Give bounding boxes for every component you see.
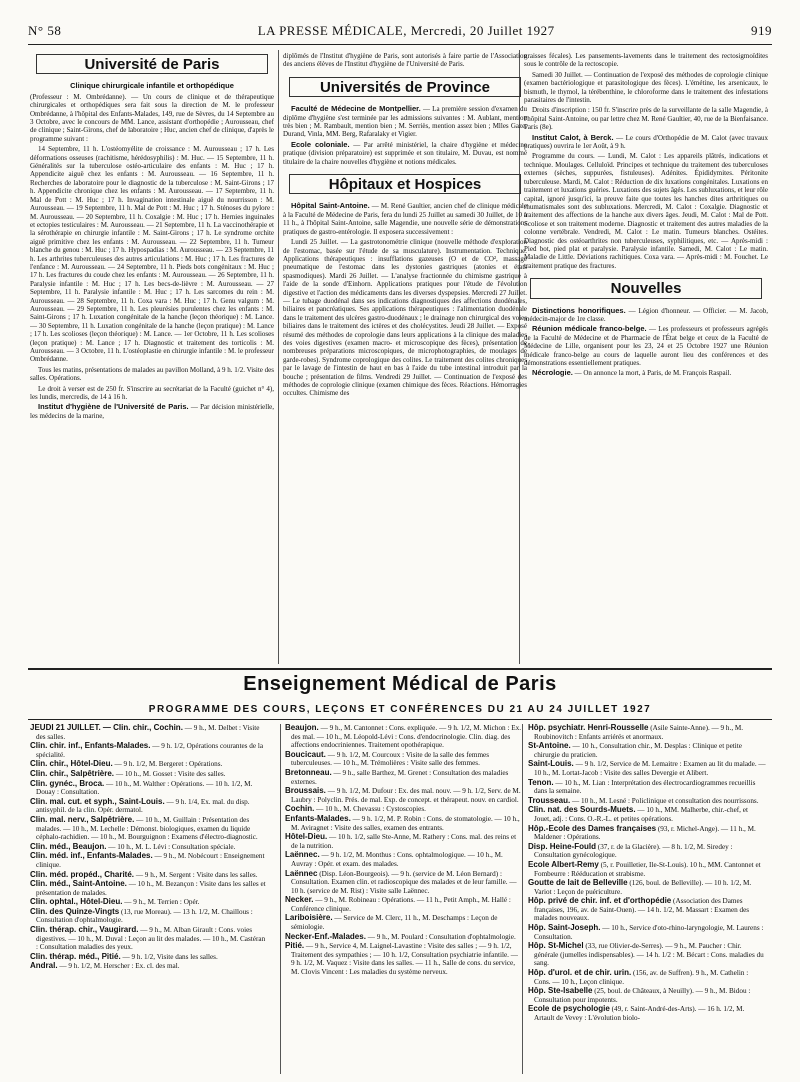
course-location: Andral. bbox=[30, 961, 58, 971]
course-details: (33, rue Olivier-de-Serres). — 9 h., M. Paucher : Chir. générale (jumelles indispensables). — 14 h. 1/2 : M. Bécart : Cons. maladies du sang. bbox=[534, 942, 764, 968]
course-details: — 10 h., M. Walther : Opérations. — 10 h. 1/2, M. Douay : Consultation. bbox=[36, 779, 253, 797]
journal-title: LA PRESSE MÉDICALE, Mercredi, 20 Juillet 1927 bbox=[257, 23, 555, 38]
course-entry bbox=[285, 805, 523, 814]
ecole-coloniale-text: — Par arrêté ministériel, la chaire d'hygiène et médecine pratique (division préparatoire) est supprimée et son titulaire, M. Duvau, est nommé titulaire de la chaire nouvelles d'hygiène et notions médicales. bbox=[283, 140, 527, 166]
course-entry bbox=[30, 843, 268, 852]
course-entry bbox=[528, 861, 766, 878]
course-details: (Asile Sainte-Anne). — 9 h., M. Roubinovitch : Enfants arriérés et anormaux. bbox=[534, 724, 744, 741]
course-details: — 10 h., M. Lian : Interprétation des électrocardiogrammes recueillis dans la semaine. bbox=[534, 778, 756, 796]
section-rule bbox=[28, 668, 772, 670]
course-details: — 9 h., Service 4, M. Laignel-Lavastine : Visite des salles ; — 9 h. 1/2, Traitement des sympathies ; — 10 h. 1/2, Consultation psychiatrie infantile. — 9 h. 1/2, M. Vaquez : Visite dans les salles. — 11 h., Salle de cons. du service, M. Clovis Vincent : Les maladies du système nerveux. bbox=[291, 942, 518, 977]
saint-antoine-text: — M. René Gaultier, ancien chef de clinique médicale à la Faculté de Médecine de Paris, fera du lundi 25 Juillet au samedi 30 Juillet, de 10 à 11 h., à l'hôpital Saint-Antoine, salle Magendie, une nouvelle série de démonstrations pratiques de gastro-entérologie. Il exposera successivement : bbox=[283, 202, 527, 236]
subtitle-rule bbox=[28, 719, 772, 720]
course-location: Broussais. bbox=[285, 786, 326, 796]
droits-inscription: Droits d'inscription : 150 fr. S'inscrire près de la surveillante de la salle Magendie, à l'hôpital Saint-Antoine, ou par lettre chez M. René Gaultier, 40, rue de la Bienfaisance. Paris (8e). bbox=[524, 106, 768, 132]
column-divider bbox=[280, 724, 281, 1074]
course-location: St-Antoine. bbox=[528, 741, 571, 751]
course-location: Clin. thérap. méd., Pitié. bbox=[30, 951, 121, 961]
course-details: — 9 h. 1/2, M. Courcoux : Visite de la salle des femmes tuberculeuses. — 10 h., M. Trémolières : Visite salle des femmes. bbox=[291, 750, 490, 768]
course-entry bbox=[528, 1005, 766, 1022]
course-details: — 9 h. 1/2, M. Monthus : Cons. ophtalmologique. — 10 h., M. Auvray : Opér. et exam. des malades. bbox=[291, 851, 503, 868]
course-details: — 9 h., M. Terrien : Opér. bbox=[122, 898, 200, 907]
course-entry bbox=[285, 751, 523, 768]
distinctions-text: — Légion d'honneur. — Officier. — M. Jacob, médecin-major de 1re classe. bbox=[524, 306, 768, 323]
ecole-coloniale-title: Ecole coloniale. bbox=[291, 139, 350, 149]
course-details: — 10 h., M. Bezançon : Visite dans les salles et présentation de malades. bbox=[36, 880, 266, 897]
course-location: Clin. des Quinze-Vingts bbox=[30, 906, 120, 916]
course-details: — 10 h., M. Gosset : Visite des salles. bbox=[114, 769, 226, 778]
course-location: Trousseau. bbox=[528, 795, 571, 805]
course-details: (13, rue Moreau). — 13 h. 1/2, M. Chaillous : Consultation d'ophtalmologie. bbox=[36, 907, 253, 925]
course-location: Clin. ophtal., Hôtel-Dieu. bbox=[30, 897, 123, 907]
course-entry bbox=[528, 760, 766, 777]
distinctions-title: Distinctions honorifiques. bbox=[532, 305, 626, 315]
course-details: — 10 h., M. Guillain : Présentation des malades. — 10 h., M. Lechelle : Démonst. biologiques, examen du liquide céphalo-rachidien. — 10 h., M. Bourguignon : Examens d'électro-diagnostic. bbox=[36, 815, 258, 842]
course-location: Necker-Enf.-Malades. bbox=[285, 931, 366, 941]
course-location: Hôp. d'urol. et de chir. urin. bbox=[528, 968, 632, 978]
course-location: Beaujon. bbox=[285, 724, 319, 732]
course-details: (156, av. de Suffren). 9 h., M. Cathelin : Cons. — 10 h., Leçon clinique. bbox=[534, 969, 749, 986]
course-location: Clin. méd., Saint-Antoine. bbox=[30, 879, 127, 889]
course-entry bbox=[285, 769, 523, 786]
course-entry bbox=[30, 742, 268, 759]
course-location: Clin. gynéc., Broca. bbox=[30, 778, 105, 788]
course-location: Clin. chir., Salpêtrière. bbox=[30, 768, 115, 778]
column-divider bbox=[278, 50, 279, 664]
course-details: — 9 h., M. Nobécourt : Enseignement clinique. bbox=[36, 852, 265, 869]
enseignement-title: Enseignement Médical de Paris bbox=[243, 673, 557, 695]
course-entry bbox=[30, 798, 268, 815]
course-entry bbox=[30, 871, 268, 880]
clinique-program: 14 Septembre, 11 h. L'ostéomyélite de croissance : M. Aurousseau ; 17 h. Les déformations osseuses (rachitisme, hérédosyphilis) : M. Huc. — 15 Septembre, 11 h. Généralités sur la tuberculose ostéo-articulaire des enfants : M. Huc ; 17 h. Appendicite aiguë chez les enfants : M. Aurousseau. — 16 Septembre, 11 h. Recherches de laboratoire pour le diagnostic de la tuberculose : M. Saint-Girons ; 17 h. Appendicite chronique chez les enfants : M. Aurousseau. — 17 Septembre, 11 h. Mal de Pott : M. Huc ; 17 h. Invagination intestinale aiguë du nourrisson : M. Aurousseau. — 19 Septembre, 11 h. Mal de Pott : M. Huc ; 17 h. Sténoses du pylore : M. Aurousseau. — 20 Septembre, 11 h. Coxalgie : M. Huc ; 17 h. Hernies inguinales et ectopies testiculaires : M. Aurousseau. — 21 Septembre, 11 h. La vaccinothérapie et la sérothérapie en chirurgie infantile : M. Saint-Girons ; 17 h. Le syndrome orchite aiguë primitive chez les enfants : M. Aurousseau. — 22 Septembre, 11 h. Tumeur blanche du genou : M. Huc ; 17 h. Hypospadias : M. Aurousseau. — 23 Septembre, 11 h. Les arthrites tuberculeuses des autres articulations : M. Huc ; 17 h. Les fractures de l'enfance : M. Aurousseau. — 24 Septembre, 11 h. Pieds bots congénitaux : M. Huc ; 17 h. Les fractures du coude chez les enfants : M. Aurousseau. — 26 Septembre, 11 h. Paralysie infantile : M. Huc ; 17 h. Les becs-de-lièvre : M. Aurousseau. — 27 Septembre, 11 h. Paralysie infantile : M. Huc ; 17 h. Les sarcomes du rein : M. Aurousseau. — 28 Septembre, 11 h. Coxa vara : M. Huc ; 17 h. Genu valgum : M. Aurousseau. — 29 Septembre, 11 h. Les pleurésies purulentes chez les enfants : M. Saint-Girons ; 17 h. Luxation congénitale de la hanche (leçon théorique) : M. Lance. — 30 Septembre, 11 h. Luxation congénitale de la hanche (leçon pratique) : M. Lance ; 17 h. Les scolioses (leçon théorique) : M. Lance. — 1er Octobre, 11 h. Les scolioses (leçon pratique) : M. Lance ; 17 h. Diagnostic et traitement des torticolis : M. Aurousseau. — 3 Octobre, 11 h. L'ostéoplastie en chirurgie infantile : M. le professeur Ombrédanne. bbox=[30, 145, 274, 364]
issue-number: N° 58 bbox=[28, 23, 62, 38]
course-details: — 9 h., M. Cantonnet : Cons. expliquée. — 9 h. 1/2, M. Michon : Ex. des mal. — 10 h., M. Léopold-Lévi : Cons. d'endocrinologie. Clin. diag. des affections endocriniennes. Traitement opothérapique. bbox=[291, 724, 522, 750]
course-details: — 9 h. 1/2, M. Herscher : Ex. cl. des mal. bbox=[57, 962, 180, 971]
course-entry bbox=[285, 933, 523, 942]
course-entry bbox=[30, 724, 268, 741]
course-details: — 10 h., Consultation chir., M. Desplas : Clinique et petite chirurgie du praticien. bbox=[534, 742, 742, 759]
course-location: Enfants-Malades. bbox=[285, 813, 351, 823]
course-entry bbox=[528, 987, 766, 1004]
course-location: Lariboisière. bbox=[285, 913, 333, 923]
course-location: Hôp. psychiatr. Henri-Rousselle bbox=[528, 724, 649, 732]
course-location: Hôp. Saint-Joseph. bbox=[528, 923, 601, 933]
enseignement-column-2 bbox=[285, 724, 523, 1076]
course-details: — 9 h. 1/2, Service de M. Lemaitre : Examen au lit du malade. — 10 h., M. Lortat-Jacob : Visite des salles Devergie et Alibert. bbox=[534, 760, 766, 777]
course-details: — 9 h., M. Robineau : Opérations. — 11 h., Petit Amph., M. Hallé : Conférence clinique. bbox=[291, 896, 511, 913]
course-details: — 9 h. 1/2, M. Dufour : Ex. des mal. nouv. — 9 h. 1/2, Serv. de M. Laubry : Polyclin. Prés. de mal. Exp. de concept. et thérapeut. nouv. en cardiol. bbox=[291, 787, 521, 804]
column-province-hopitaux bbox=[283, 52, 527, 662]
course-details: — 9 h., M. Delbet : Visite des salles. bbox=[36, 724, 260, 741]
course-location: Clin. méd. propéd., Charité. bbox=[30, 869, 135, 879]
institut-title: Institut d'hygiène de l'Université de Paris. bbox=[38, 402, 189, 412]
course-details: — 9 h. 1/2, Opérations courantes de la spécialité. bbox=[36, 742, 264, 759]
clinique-title: Clinique chirurgicale infantile et orthopédique bbox=[70, 81, 234, 91]
course-location: Laënnec. bbox=[285, 850, 320, 860]
necrologie-title: Nécrologie. bbox=[532, 368, 573, 378]
course-location: Ecole de psychologie bbox=[528, 1004, 610, 1014]
course-details: — 9 h., M. Alban Girault : Cons. voies digestives. — 10 h., M. Duval : Leçon au lit des malades. — 10 h., M. Castéran : Consultation maladies des yeux. bbox=[36, 926, 266, 952]
course-details: — 9 h., M. Poulard : Consultation d'ophtalmologie. bbox=[365, 932, 516, 941]
course-location: Clin. mal. nerv., Salpêtrière. bbox=[30, 814, 135, 824]
course-details: — 9 h. 1/4, Ex. mal. du disp. antisyphil. de la clin. Opér. dermatol. bbox=[36, 797, 250, 815]
page-header bbox=[28, 22, 772, 40]
page-number: 919 bbox=[751, 23, 772, 38]
clinique-subtitle: (Professeur : M. Ombrédanne). bbox=[30, 92, 127, 101]
course-location: Hôp.-Ecole des Dames françaises bbox=[528, 823, 657, 833]
course-entry bbox=[528, 969, 766, 986]
course-entry bbox=[285, 914, 523, 931]
course-details: — 9 h., M. Sergent : Visite dans les salles. bbox=[134, 870, 258, 879]
course-entry bbox=[30, 898, 268, 907]
course-entry bbox=[30, 816, 268, 842]
course-location: Clin. chir. inf., Enfants-Malades. bbox=[30, 741, 151, 751]
course-entry bbox=[528, 924, 766, 941]
section-title-province: Universités de Province bbox=[289, 77, 521, 97]
enseignement-column-1 bbox=[30, 724, 268, 1076]
schedule-continued: graisses fécales). Les pansements-lavements dans le traitement des rectosigmoïdites sous le contrôle de la rectoscopie. bbox=[524, 52, 768, 69]
calot-programme: Programme du cours. — Lundi, M. Calot : Les appareils plâtrés, indications et technique. Moulages. Celluloïd. Principes et technique du traitement des tuberculoses externes (sèches, suppurées, fistuleuses). Adénites. Épididymites. Péritonite tuberculeuse. Mardi, M. Calot : Réduction de dix luxations congénitales. Luxations en traitement et luxations guéries. Luxations des sujets âgés. Les subluxations, et leur rôle capital, ignoré jusqu'ici, la preuve faite que toutes les hanches dites arthritiques ou rhumatismales sont des subluxations. Mercredi, M. Calot : Coxalgie. Diagnostic et traitement des affections de la hanche aux divers âges. Jeudi, M. Calot : Mal de Pott. Scoliose et son traitement moderne. Diagnostic et traitement des autres maladies de la colonne vertébrale. Vendredi, M. Calot : Le matin. Tumeurs blanches. Ostéites. Diagnostic des ostéoarthrites non tuberculeuses, syphilitiques, etc. — Après-midi : Pied bot, pied plat et paralysie. Paralysie infantile. Samedi, M. Calot : Le matin. Maladie de Little. Déviations rachitiques. Coxa vara. — Après-midi : M. Fouchet. Le traitement pratique des fractures. bbox=[524, 152, 768, 270]
calot-title: Institut Calot, à Berck. bbox=[532, 132, 614, 142]
course-location: Clin. nat. des Sourds-Muets. bbox=[528, 805, 636, 815]
institut-text: — Par décision ministérielle, les médecins de la marine, bbox=[30, 403, 274, 420]
course-details: (Association des Dames françaises, 196, av. de Saint-Ouen). — 14 h. 1/2, M. Massart : Examen des malades nouveaux. bbox=[534, 897, 750, 923]
samedi-schedule: Samedi 30 Juillet. — Continuation de l'exposé des méthodes de coprologie clinique (examen bactériologique et parasitologique des fèces). L'émétine, les arsenicaux, le bismuth, le thymol, la térébenthine, le chloroforme dans le traitement des infestations parasitaires de l'intestin. bbox=[524, 70, 768, 105]
montpellier-text: — La première session d'examen du diplôme d'hygiène s'est terminée par les admissions suivantes : M. Aublant, mention très bien ; M. Rambault, mention bien ; M. Serriès, mention assez bien ; Mlles Gaze, Durand, Vinla, MM. Berg, Rafaralaky et Vigier. bbox=[283, 105, 527, 139]
course-entry bbox=[285, 724, 523, 750]
course-location: Goutte de lait de Belleville bbox=[528, 878, 628, 888]
course-details: — 10 h., M. Lesné : Policlinique et consultation des nourrissons. bbox=[570, 796, 759, 805]
course-entry bbox=[285, 787, 523, 804]
course-location: Clin. mal. cut. et syph., Saint-Louis. bbox=[30, 796, 165, 806]
section-title-universite-paris: Université de Paris bbox=[36, 54, 268, 74]
course-location: Tenon. bbox=[528, 777, 554, 787]
course-entry bbox=[528, 825, 766, 842]
course-location: Disp. Heine-Fould bbox=[528, 841, 596, 851]
course-entry bbox=[528, 843, 766, 860]
course-details: — 10 h. 1/2, salle Ste-Anne, M. Rathery : Cons. mal. des reins et de la nutrition. bbox=[291, 833, 517, 850]
course-entry bbox=[285, 815, 523, 832]
course-entry bbox=[30, 962, 268, 971]
course-details: (Disp. Léon-Bourgeois). — 9 h. (service de M. Léon Bernard) : Consultation. Examen clin. et radioscopique des malades et de leur famille. — 10 h. (service de M. Rist) : Visite salle Laënnec. bbox=[291, 869, 517, 895]
course-location: Clin. thérap. chir., Vaugirard. bbox=[30, 925, 139, 935]
course-entry bbox=[30, 908, 268, 925]
course-entry bbox=[285, 833, 523, 850]
clinique-droit: Le droit à verser est de 250 fr. S'inscrire au secrétariat de la Faculté (guichet n° 4), les lundis, mercredis, de 14 à 16 h. bbox=[30, 384, 274, 402]
course-location: Hôtel-Dieu. bbox=[285, 832, 328, 842]
necrologie-text: — On annonce la mort, à Paris, de M. François Raspail. bbox=[574, 369, 732, 378]
course-entry bbox=[528, 779, 766, 796]
course-location: Hôp. privé de chir. inf. et d'orthopédie bbox=[528, 896, 672, 906]
calot-text: — Le cours d'Orthopédie de M. Calot (avec travaux pratiques) ouvrira le 1er Août, à 9 h. bbox=[524, 133, 768, 151]
course-location: Clin. chir., Hôtel-Dieu. bbox=[30, 759, 113, 769]
course-location: Clin. méd. inf., Enfants-Malades. bbox=[30, 851, 153, 861]
course-entry bbox=[285, 851, 523, 868]
course-details: (25, boul. de Châteaux, à Neuilly). — 9 h., M. Bidou : Consultation pour impotents. bbox=[534, 987, 751, 1004]
institut-continued: diplômés de l'Institut d'hygiène de Paris, sont autorisés à faire partie de l'Association des anciens élèves de l'Institut d'hygiène de l'Université de Paris. bbox=[283, 52, 527, 69]
course-location: Boucicaut. bbox=[285, 749, 326, 759]
course-location: Bretonneau. bbox=[285, 767, 332, 777]
montpellier-title: Faculté de Médecine de Montpellier. bbox=[291, 104, 421, 114]
column-calot-nouvelles bbox=[524, 52, 768, 662]
course-entry bbox=[30, 926, 268, 952]
course-entry bbox=[30, 770, 268, 779]
course-entry bbox=[285, 870, 523, 896]
course-entry bbox=[528, 879, 766, 896]
course-entry bbox=[528, 897, 766, 923]
course-location: Pitié. bbox=[285, 941, 305, 951]
course-details: (93, r. Michel-Ange). — 11 h., M. Maldener : Opérations. bbox=[534, 824, 756, 842]
course-location: Hôp. St-Michel bbox=[528, 941, 584, 951]
section-title-nouvelles: Nouvelles bbox=[530, 278, 762, 298]
reunion-title: Réunion médicale franco-belge. bbox=[532, 324, 647, 334]
course-details: — 10 h., MM. Malherbe, chir.-chef, et Jouet, adj. : Cons. O.-R.-L. et petites opérations. bbox=[534, 806, 748, 823]
course-location: Hôp. Ste-Isabelle bbox=[528, 986, 593, 996]
clinique-matins: Tous les matins, présentations de malades au pavillon Molland, à 9 h. 1/2. Visite des salles. Opérations. bbox=[30, 365, 274, 383]
course-location: Necker. bbox=[285, 895, 314, 905]
course-entry bbox=[528, 742, 766, 759]
course-entry bbox=[528, 806, 766, 823]
course-entry bbox=[528, 942, 766, 968]
enseignement-subtitle: PROGRAMME DES COURS, LEÇONS ET CONFÉRENCES DU 21 AU 24 JUILLET 1927 bbox=[148, 704, 652, 715]
course-details: (49, r. Saint-André-des-Arts). — 16 h. 1/2, M. Artault de Vevey : L'évolution biolo- bbox=[534, 1005, 745, 1022]
course-details: — 10 h., Service d'oto-rhino-laryngologie, M. Laurens : Consultation. bbox=[534, 924, 764, 941]
course-entry bbox=[30, 852, 268, 869]
course-entry bbox=[30, 760, 268, 769]
course-location: JEUDI 21 JUILLET. — Clin. chir., Cochin. bbox=[30, 724, 183, 732]
course-entry bbox=[285, 896, 523, 913]
course-details: — 10 h., M. Chevassu : Cystoscopies. bbox=[314, 805, 426, 814]
enseignement-column-3 bbox=[528, 724, 766, 1076]
course-details: — 10 h., M. L. Lévi : Consultation spéciale. bbox=[106, 842, 236, 851]
clinique-text: — Un cours de clinique et de thérapeutique chirurgicales et orthopédiques sera fait sous la direction de M. le professeur Ombrédanne, à l'hôpital des Enfants-Malades, 149, rue de Sèvres, du 14 Septembre au 3 Octobre, avec le concours de MM. Lance, assistant d'orthopédie ; Aurousseau, chef de clinique ; Saint-Girons, chef de laboratoire ; Huc, ancien chef de clinique, d'après le programme suivant : bbox=[30, 92, 274, 143]
section-title-hopitaux: Hôpitaux et Hospices bbox=[289, 174, 521, 194]
course-details: — 9 h. 1/2, M. P. Robin : Cons. de stomatologie. — 10 h., M. Aviragnet : Visite des salles, examen des entrants. bbox=[291, 814, 520, 832]
course-location: Clin. méd., Beaujon. bbox=[30, 841, 107, 851]
course-entry bbox=[30, 880, 268, 897]
course-details: — 9 h., salle Barthez, M. Grenet : Consultation des maladies externes. bbox=[291, 768, 509, 786]
course-location: Cochin. bbox=[285, 804, 315, 814]
course-location: Ecole Albert-Remy bbox=[528, 859, 599, 869]
column-universite-paris bbox=[30, 52, 274, 662]
course-location: Saint-Louis. bbox=[528, 759, 574, 769]
course-details: (37, r. de la Glacière). — 8 h. 1/2, M. Siredey : Consultation gynécologique. bbox=[534, 842, 733, 860]
course-entry bbox=[30, 780, 268, 797]
saint-antoine-title: Hôpital Saint-Antoine. bbox=[291, 201, 370, 211]
course-entry bbox=[528, 724, 766, 741]
course-details: (5, r. Pouilletier, Ile-St-Louis). 10 h., MM. Cantonnet et Fombeurre : Rééducation et strabisme. bbox=[534, 860, 761, 878]
course-entry bbox=[30, 953, 268, 962]
course-details: — Service de M. Clerc, 11 h., M. Deschamps : Leçon de sémiologie. bbox=[291, 914, 498, 932]
reunion-text: — Les professeurs et professeurs agrégés de la Faculté de Médecine et de Pharmacie de l'État belge et ceux de la Faculté de Médecine de Lille, organisent pour les 23, 24 et 25 Octobre 1927 une Réunion médicale franco-belge au cours de laquelle auront lieu des conférences et des démonstrations essentiellement pratiques. bbox=[524, 325, 768, 367]
course-details: — 9 h. 1/2, Visite dans les salles. bbox=[120, 952, 218, 961]
course-details: — 9 h. 1/2, M. Bergeret : Opérations. bbox=[112, 760, 223, 769]
course-entry bbox=[528, 797, 766, 806]
header-rule bbox=[28, 44, 772, 45]
course-details: (126, boul. de Belleville). — 10 h. 1/2, M. Variot : Leçon de puériculture. bbox=[534, 879, 752, 896]
course-entry bbox=[285, 942, 523, 976]
course-location: Laënnec bbox=[285, 868, 318, 878]
saint-antoine-schedule: Lundi 25 Juillet. — La gastrotonométrie clinique (nouvelle méthode d'exploration de l'estomac, basée sur l'étude de sa musculature). Instrumentation. Technique. Applications thérapeutiques : insufflations gazeuses (O et de CO², massage pneumatique de l'estomac dans les dystonies gastriques (atonies et états spasmodiques). Mardi 26 Juillet. — L'analyse fractionnée du chimisme gastrique à l'aide de la sonde d'Einhorn. Applications pratiques pour l'étude de l'évolution digestive et l'action des médicaments dans les diverses dyspepsies. Mercredi 27 Juillet. — Le tubage duodénal dans ses indications diagnostiques des affections duodénales, biliaires et pancréatiques. Ses applications thérapeutiques : l'alimentation duodénale dans le traitement des ulcères gastro-duodénaux ; le drainage non chirurgical des voies biliaires dans le traitement des ictères et des cholécystites. Jeudi 28 Juillet. — Exposé résumé des méthodes de coprologie dans leurs applications à la clinique des maladies des voies digestives (examen macro- et microscopique des fèces), présentation de nombreuses préparations microscopiques, de microphotographies, de moulages de garde-robes). Syndrome coprologique des colites. Le traitement des colites chroniques par le lavage de l'intestin de haut en bas à l'aide du tube intestinal introduit par la bouche ; présentation de films. Vendredi 29 Juillet. — Continuation de l'exposé des méthodes de coprologie clinique (examen chimique des fèces. Réactions. Hémorragies occultes. Chimisme des bbox=[283, 238, 527, 398]
